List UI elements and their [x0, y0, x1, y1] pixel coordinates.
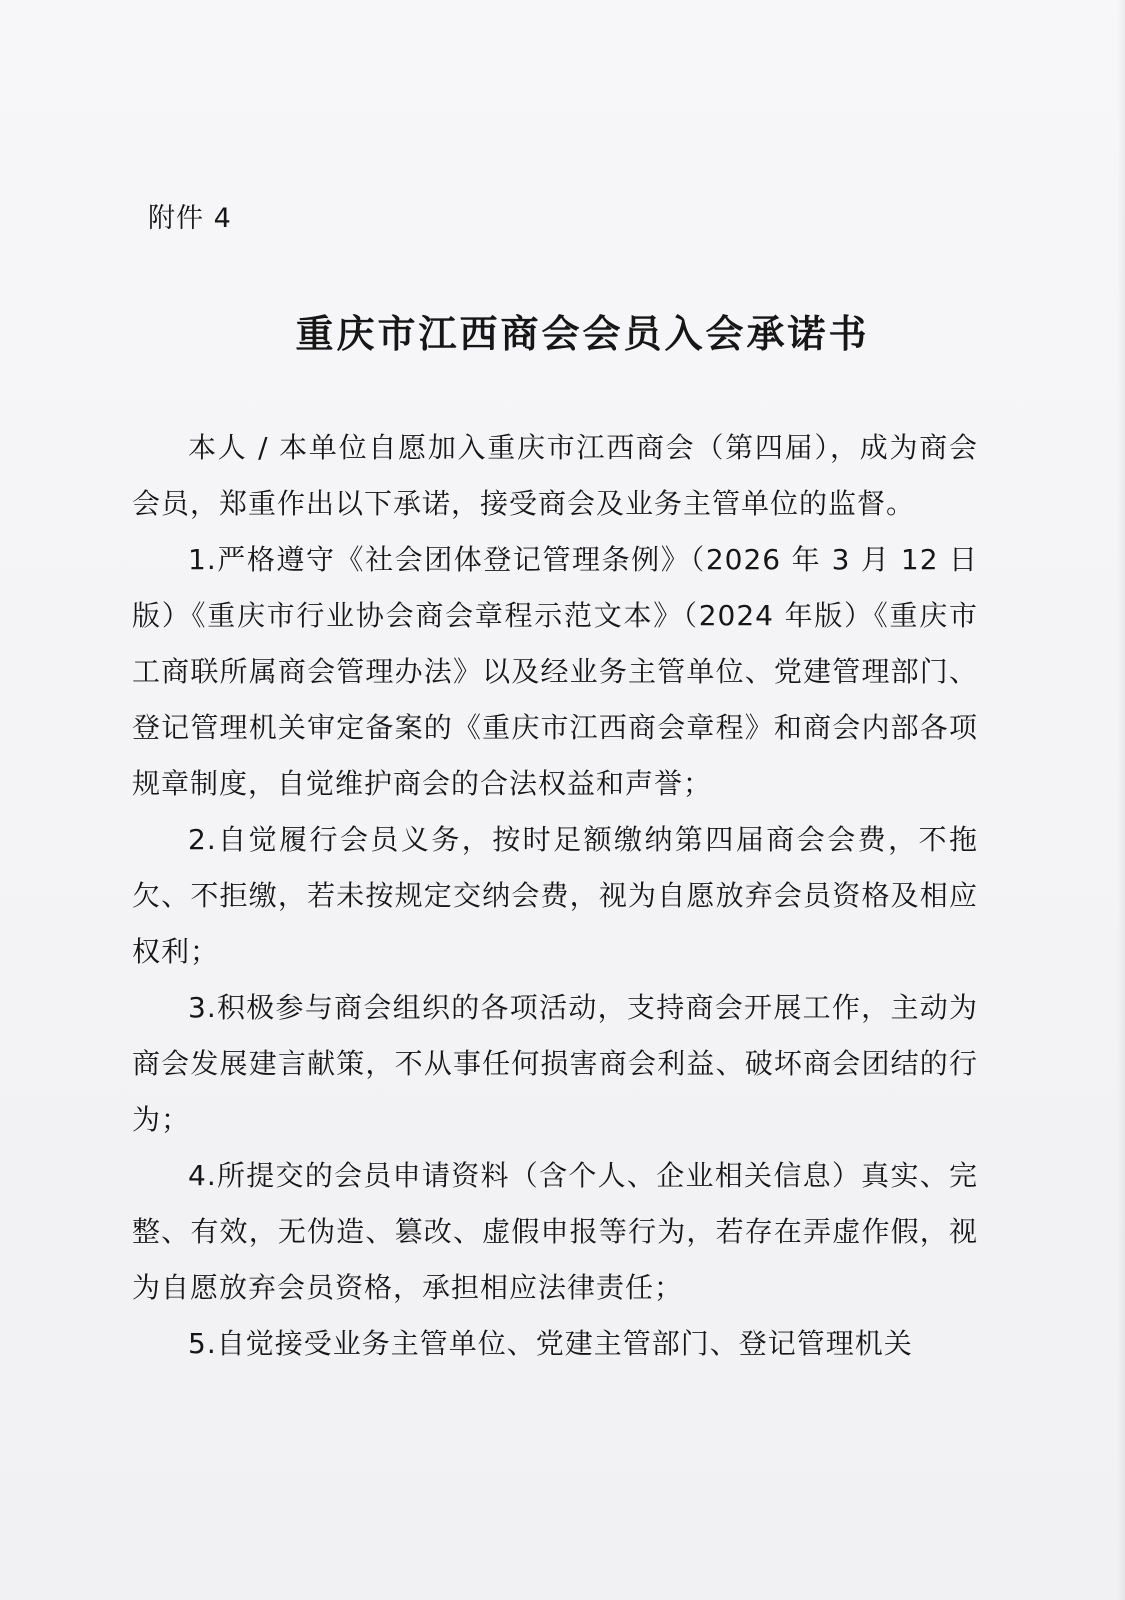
document-body	[132, 420, 978, 1372]
scan-edge-shadow	[1117, 0, 1125, 1600]
document-title: 重庆市江西商会会员入会承诺书	[295, 312, 870, 356]
intro-paragraph: 本人 / 本单位自愿加入重庆市江西商会（第四届），成为商会会员，郑重作出以下承诺，接受商会及业务主管单位的监督。	[132, 431, 978, 520]
commitment-item-4: 4.所提交的会员申请资料（含个人、企业相关信息）真实、完整、有效，无伪造、篡改、虚假申报等行为，若存在弄虚作假，视为自愿放弃会员资格，承担相应法律责任；	[132, 1159, 978, 1304]
commitment-item-3: 3.积极参与商会组织的各项活动，支持商会开展工作，主动为商会发展建言献策，不从事任何损害商会利益、破坏商会团结的行为；	[132, 991, 978, 1136]
attachment-label: 附件 4	[148, 203, 232, 234]
commitment-item-1: 1.严格遵守《社会团体登记管理条例》（2026 年 3 月 12 日版）《重庆市行业协会商会章程示范文本》（2024 年版）《重庆市工商联所属商会管理办法》以及经业务主管单位、党建管理部门、登记管理机关审定备案的《重庆市江西商会章程》和商会内部各项规章制度，自觉维护商会的合法权益和声誉；	[132, 543, 978, 800]
commitment-item-5: 5.自觉接受业务主管单位、党建主管部门、登记管理机关	[188, 1327, 913, 1360]
commitment-item-2: 2.自觉履行会员义务，按时足额缴纳第四届商会会费，不拖欠、不拒缴，若未按规定交纳会费，视为自愿放弃会员资格及相应权利；	[132, 823, 978, 968]
